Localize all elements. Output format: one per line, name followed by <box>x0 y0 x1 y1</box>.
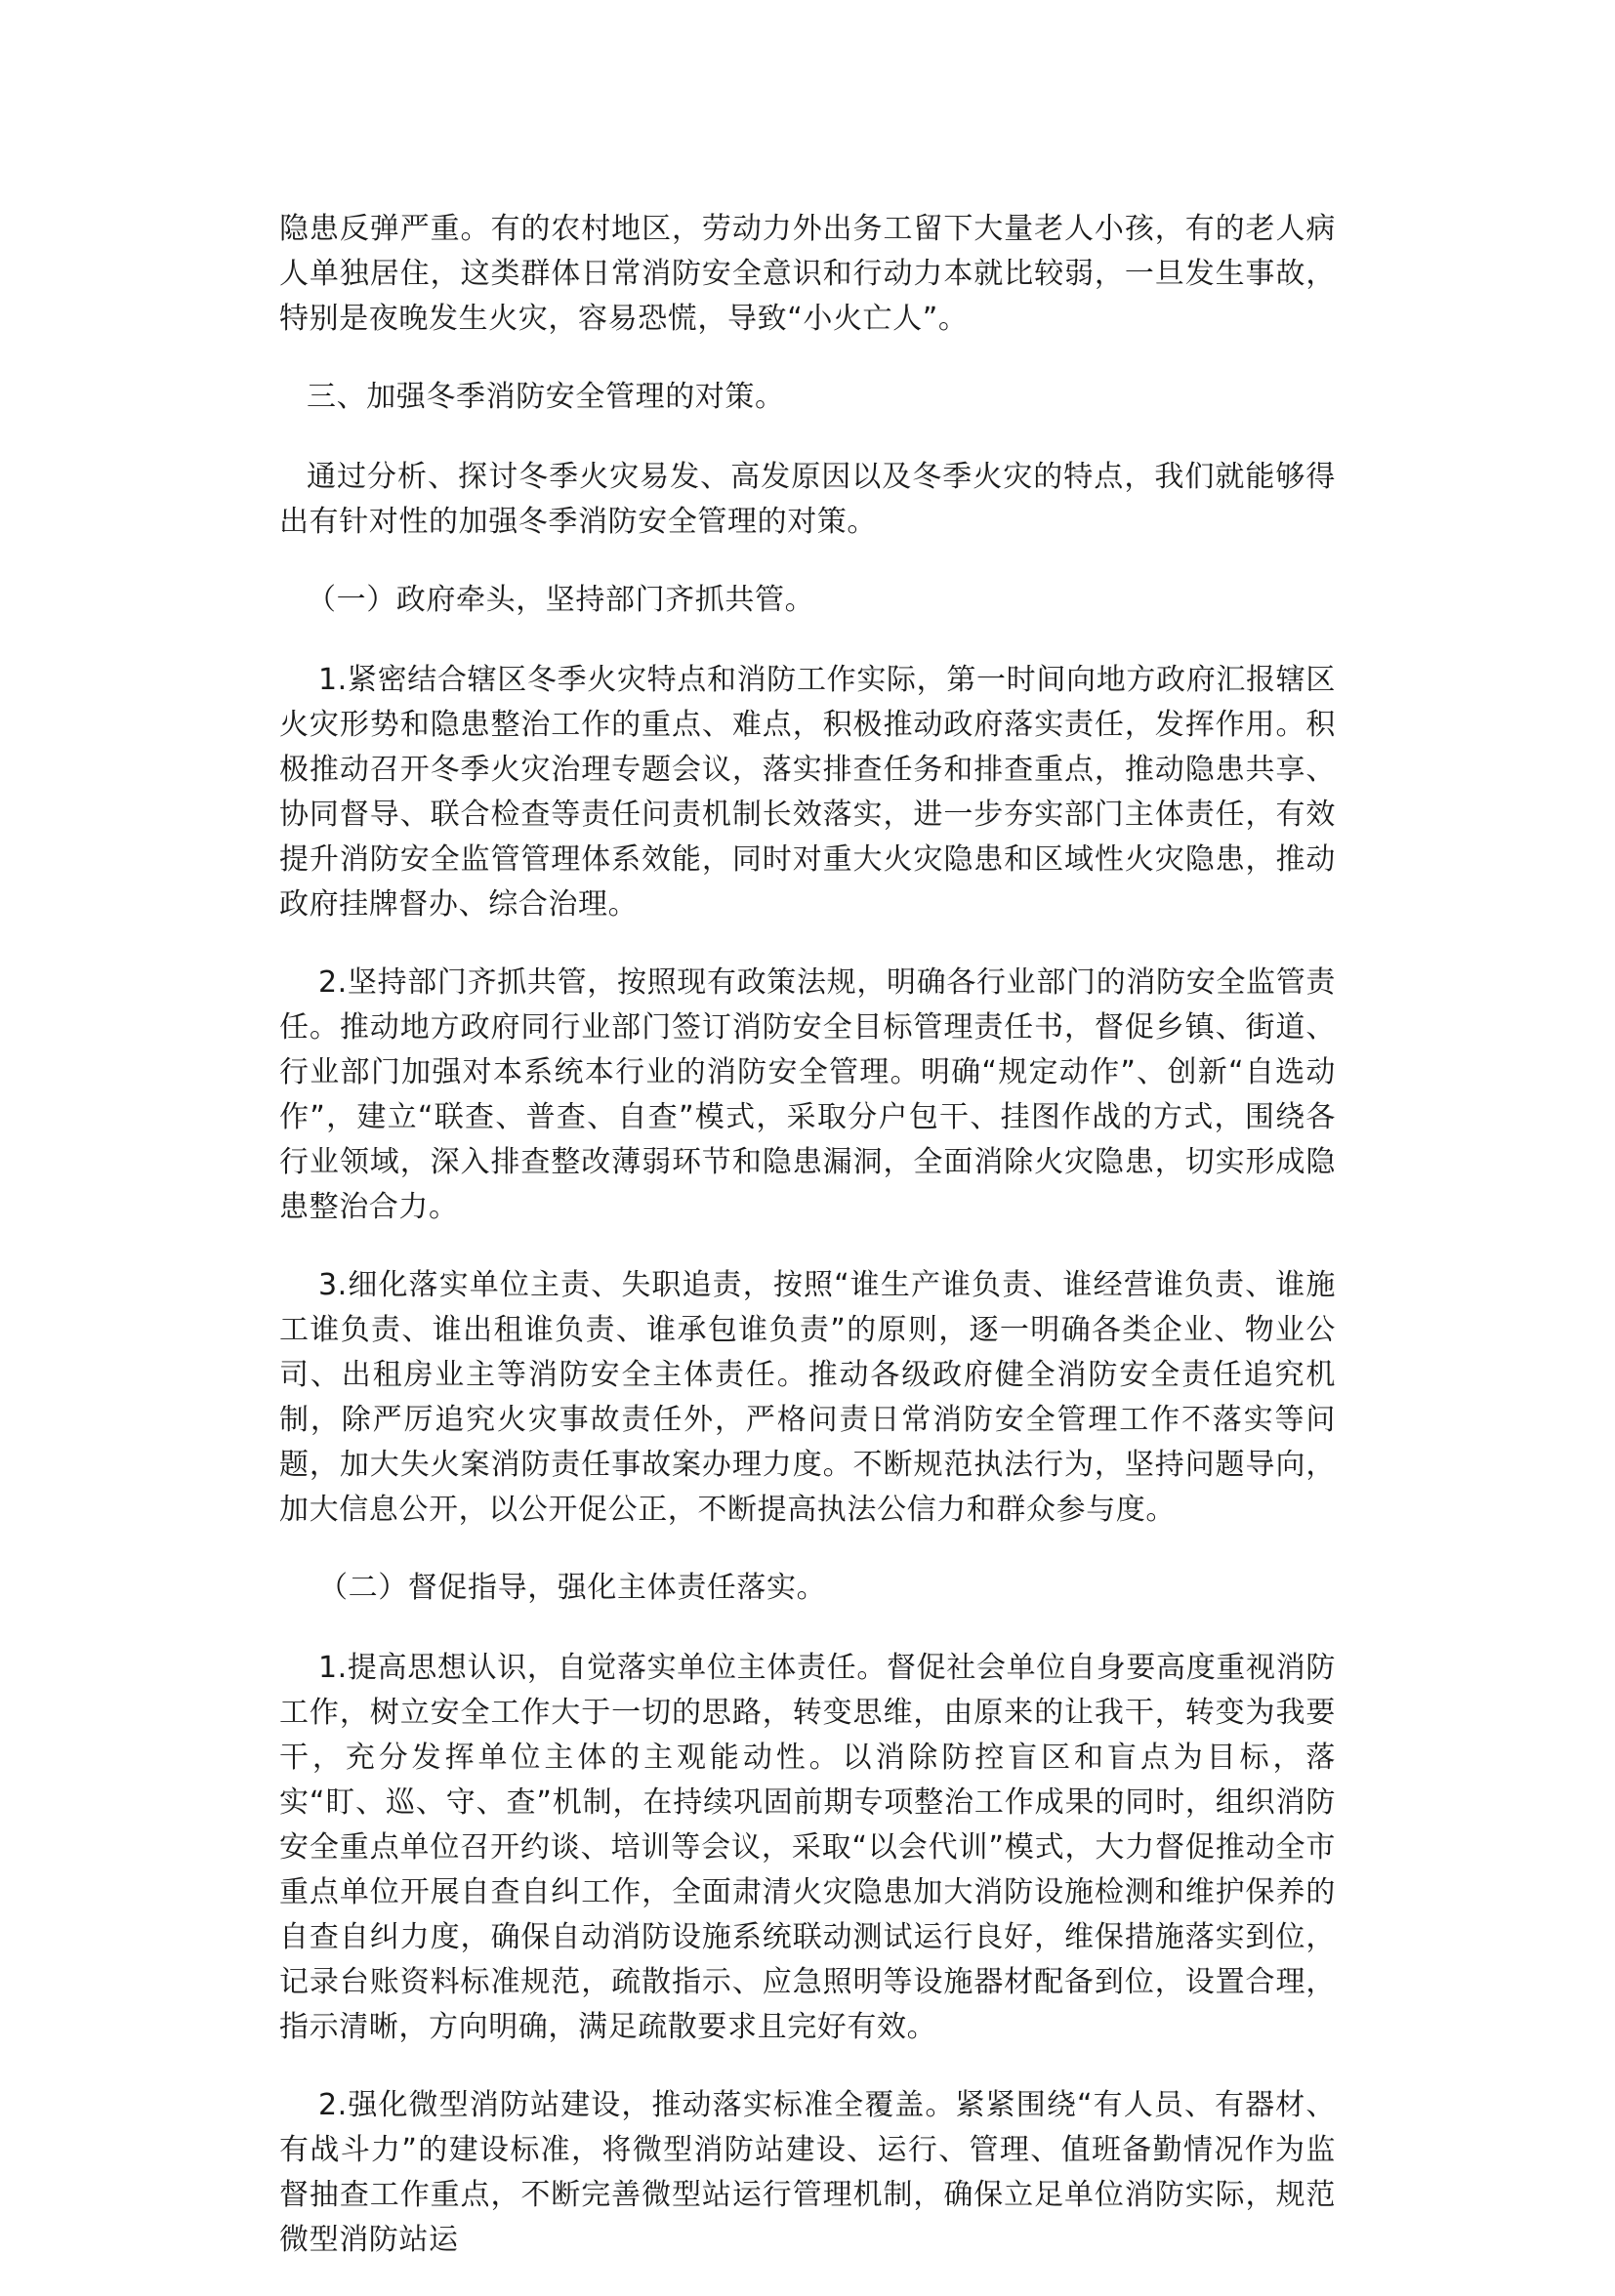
document-page <box>279 207 1336 2296</box>
list-item-paragraph: 2.坚持部门齐抓共管，按照现有政策法规，明确各行业部门的消防安全监管责任。推动地方政府同行业部门签订消防安全目标管理责任书，督促乡镇、街道、行业部门加强对本系统本行业的消防安全管理。明确“规定动作”、创新“自选动作”，建立“联查、普查、自查”模式，采取分户包干、挂图作战的方式，围绕各行业领域，深入排查整改薄弱环节和隐患漏洞，全面消除火灾隐患，切实形成隐患整治合力。 <box>279 965 1336 1224</box>
subsection-heading-1: （一）政府牵头，坚持部门齐抓共管。 <box>307 583 815 617</box>
paragraph-continued: 隐患反弹严重。有的农村地区，劳动力外出务工留下大量老人小孩，有的老人病人单独居住，这类群体日常消防安全意识和行动力本就比较弱，一旦发生事故，特别是夜晚发生火灾，容易恐慌，导致“小火亡人”。 <box>279 212 1336 336</box>
list-item-paragraph: 1.紧密结合辖区冬季火灾特点和消防工作实际，第一时间向地方政府汇报辖区火灾形势和隐患整治工作的重点、难点，积极推动政府落实责任，发挥作用。积极推动召开冬季火灾治理专题会议，落实排查任务和排查重点，推动隐患共享、协同督导、联合检查等责任问责机制长效落实，进一步夯实部门主体责任，有效提升消防安全监管管理体系效能，同时对重大火灾隐患和区域性火灾隐患，推动政府挂牌督办、综合治理。 <box>279 663 1336 922</box>
subsection-heading-2: （二）督促指导，强化主体责任落实。 <box>318 1571 827 1605</box>
intro-paragraph: 通过分析、探讨冬季火灾易发、高发原因以及冬季火灾的特点，我们就能够得出有针对性的加强冬季消防安全管理的对策。 <box>279 460 1336 539</box>
list-item-paragraph: 3.细化落实单位主责、失职追责，按照“谁生产谁负责、谁经营谁负责、谁施工谁负责、谁出租谁负责、谁承包谁负责”的原则，逐一明确各类企业、物业公司、出租房业主等消防安全主体责任。推动各级政府健全消防安全责任追究机制，除严厉追究火灾事故责任外，严格问责日常消防安全管理工作不落实等问题，加大失火案消防责任事故案办理力度。不断规范执法行为，坚持问题导向，加大信息公开，以公开促公正，不断提高执法公信力和群众参与度。 <box>279 1268 1336 1527</box>
list-item-paragraph: 1.提高思想认识，自觉落实单位主体责任。督促社会单位自身要高度重视消防工作，树立安全工作大于一切的思路，转变思维，由原来的让我干，转变为我要干，充分发挥单位主体的主观能动性。以消除防控盲区和盲点为目标，落实“盯、巡、守、查”机制，在持续巩固前期专项整治工作成果的同时，组织消防安全重点单位召开约谈、培训等会议，采取“以会代训”模式，大力督促推动全市重点单位开展自查自纠工作，全面肃清火灾隐患加大消防设施检测和维护保养的自查自纠力度，确保自动消防设施系统联动测试运行良好，维保措施落实到位，记录台账资料标准规范，疏散指示、应急照明等设施器材配备到位，设置合理，指示清晰，方向明确，满足疏散要求且完好有效。 <box>279 1651 1336 2044</box>
list-item-paragraph: 2.强化微型消防站建设，推动落实标准全覆盖。紧紧围绕“有人员、有器材、有战斗力”的建设标准，将微型消防站建设、运行、管理、值班备勤情况作为监督抽查工作重点，不断完善微型站运行管理机制，确保立足单位消防实际，规范微型消防站运 <box>279 2088 1336 2257</box>
section-heading-3: 三、加强冬季消防安全管理的对策。 <box>307 380 785 414</box>
